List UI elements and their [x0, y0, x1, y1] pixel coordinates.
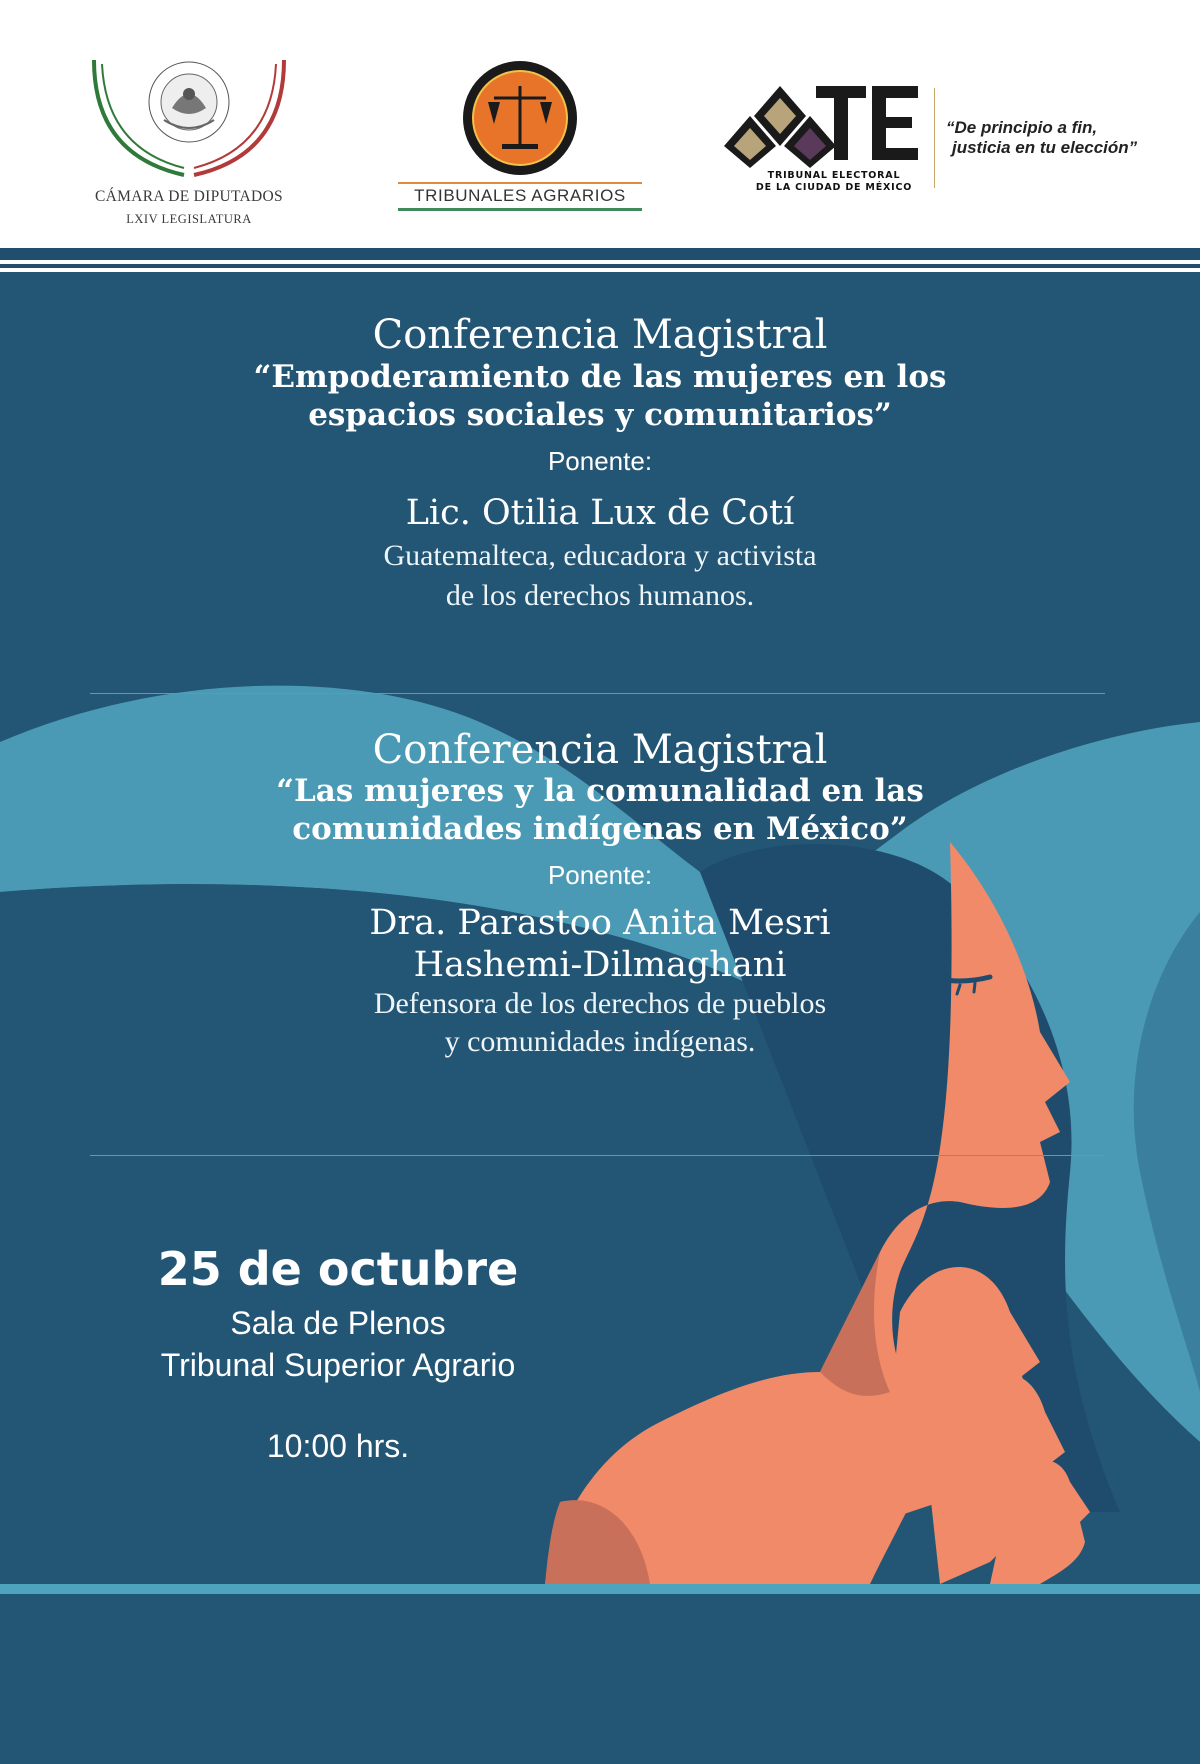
conference-2-description-line2: y comunidades indígenas. — [444, 1025, 756, 1058]
footer-accent-line — [0, 1584, 1200, 1594]
te-name-line1: TRIBUNAL ELECTORAL — [767, 170, 901, 181]
tribunal-electoral-logo — [720, 82, 1140, 202]
tribunales-accent-line — [398, 182, 642, 184]
camara-logo — [84, 50, 294, 235]
conference-2-topic-line2: comunidades indígenas en México” — [292, 811, 908, 847]
section-divider-1 — [90, 693, 1105, 694]
event-date: 25 de octubre — [157, 1242, 519, 1296]
event-time: 10:00 hrs. — [266, 1428, 410, 1464]
conference-2-speaker-name-line1: Dra. Parastoo Anita Mesri — [369, 903, 831, 943]
conference-2-topic-line1: “Las mujeres y la comunalidad en las — [276, 773, 924, 809]
tribunales-name: TRIBUNALES AGRARIOS — [414, 186, 626, 205]
mexican-eagle-seal-icon — [84, 50, 294, 190]
te-slogan-line1: “De principio a fin, — [946, 118, 1098, 137]
section-divider-2 — [90, 1155, 1105, 1156]
conference-2-speaker-name-line2: Hashemi-Dilmaghani — [413, 945, 787, 985]
conference-2-heading: Conferencia Magistral — [372, 727, 828, 773]
conference-1-topic-line1: “Empoderamiento de las mujeres en los — [253, 359, 947, 395]
conference-1-topic-line2: espacios sociales y comunitarios” — [308, 397, 892, 433]
tribunales-agrarios-logo — [394, 58, 646, 218]
conference-2-description-line1: Defensora de los derechos de pueblos — [373, 987, 827, 1020]
tribunales-seal-icon — [394, 58, 646, 178]
camara-name: CÁMARA DE DIPUTADOS — [95, 188, 283, 205]
header-stripe-thin — [0, 264, 1200, 268]
conference-1-description-line2: de los derechos humanos. — [445, 579, 755, 612]
header-stripe-thick — [0, 248, 1200, 260]
header — [0, 0, 1200, 248]
te-name-line2: DE LA CIUDAD DE MÉXICO — [755, 182, 913, 193]
te-divider — [934, 88, 935, 188]
te-slogan — [946, 118, 1146, 158]
camara-legislature: LXIV LEGISLATURA — [126, 212, 252, 226]
conference-1-description-line1: Guatemalteca, educadora y activista — [383, 539, 817, 572]
event-venue-line2: Tribunal Superior Agrario — [160, 1347, 516, 1383]
te-slogan-line2: justicia en tu elección” — [952, 138, 1138, 157]
conference-1-speaker-name: Lic. Otilia Lux de Cotí — [405, 493, 795, 533]
footer-band — [0, 1594, 1200, 1764]
poster-body — [0, 272, 1200, 1584]
conference-2-speaker-label: Ponente: — [547, 860, 653, 890]
te-diamond-logo-icon — [720, 82, 930, 172]
event-venue-line1: Sala de Plenos — [230, 1305, 446, 1341]
tribunales-green-line — [398, 208, 642, 211]
conference-1-heading: Conferencia Magistral — [372, 312, 828, 358]
conference-1-speaker-label: Ponente: — [547, 446, 653, 476]
